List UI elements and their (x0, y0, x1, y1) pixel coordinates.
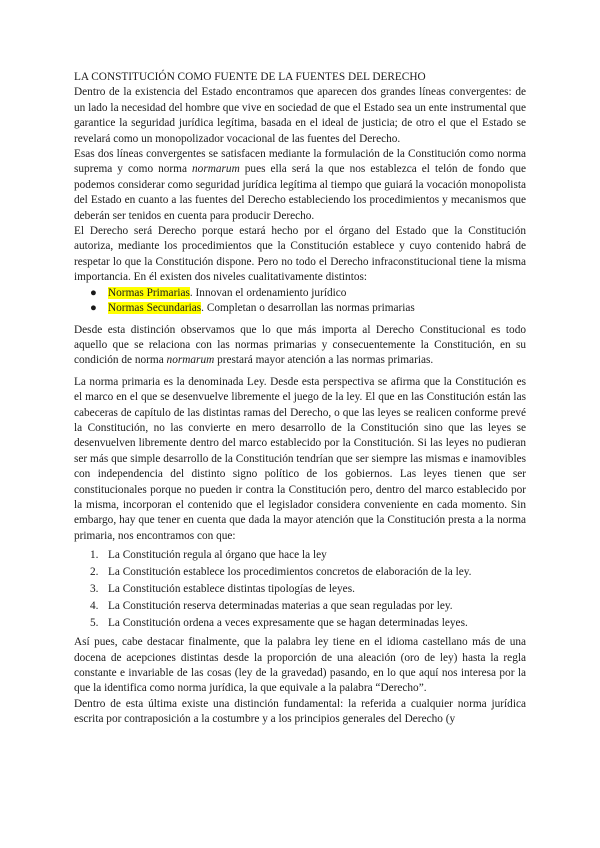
list-item (90, 616, 526, 631)
document-title: LA CONSTITUCIÓN COMO FUENTE DE LA FUENTES DEL DERECHO (74, 71, 426, 83)
bullet-item-secundarias (90, 301, 526, 316)
paragraph-6: Así pues, cabe destacar finalmente, que la palabra ley tiene en el idioma castellano más de una docena de acepciones distintas desde la proporción de una aleación (oro de ley) hasta la regla constante e invariable de las cosas (ley de la gravedad) pasando, en lo que aquí nos interesa por la que la identifica como norma jurídica, la que equivale a la palabra “Derecho”. (74, 636, 526, 695)
list-text: La Constitución ordena a veces expresamente que se hagan determinadas leyes. (108, 616, 468, 629)
list-text: La Constitución establece distintas tipologías de leyes. (108, 583, 355, 595)
bullet-text: . Completan o desarrollan las normas primarias (201, 302, 415, 315)
highlighted-term: Normas Primarias (108, 286, 190, 299)
bullet-text: . Innovan el ordenamiento jurídico (189, 286, 347, 299)
paragraph-4 (74, 323, 526, 369)
paragraph-7: Dentro de esta última existe una distinción fundamental: la referida a cualquier norma jurídica escrita por contraposición a la costumbre y a los principios generales del Derecho (y (74, 697, 526, 726)
numbered-list (74, 548, 526, 631)
paragraph-4-emphasis: normarum (166, 354, 215, 367)
list-text: La Constitución regula al órgano que hace la ley (108, 549, 327, 562)
paragraph-2-emphasis: normarum (192, 163, 240, 176)
bullet-dot-icon: ● (90, 302, 97, 315)
highlighted-term: Normas Secundarias (108, 302, 202, 315)
bullet-item-primarias (90, 286, 526, 301)
list-number: 2. (90, 566, 99, 579)
paragraph-2 (74, 147, 526, 224)
list-item (90, 582, 526, 597)
list-number: 3. (90, 583, 99, 595)
document-page (74, 70, 526, 728)
paragraph-5: La norma primaria es la denominada Ley. Desde esta perspectiva se afirma que la Constitución es el marco en el que se desenvuelve libremente el juego de la ley. El que en las Constitución están las cabeceras de capítulo de las distintas ramas del Derecho, o que las leyes se realicen conforme prevé la Constitución, no las convierte en mero desarrollo de la Constitución sino que las leyes se desenvuelven libremente dentro del marco establecido por la Constitución. Si las leyes no pudieran ser más que simple desarrollo de la Constitución tendrían que ser siempre las mismas e inamovibles con independencia del distinto signo político de los gobiernos. Las leyes tienen que ser constitucionales porque no pueden ir contra la Constitución pero, dentro del marco establecido por la misma, incorporan el contenido que el legislador considera conveniente en cada momento. Sin embargo, hay que tener en cuenta que dada la mayor atención que la Constitución presta a la norma primaria, nos encontramos con que: (74, 375, 526, 542)
paragraph-4-text-b: prestará mayor atención a las normas primarias. (214, 354, 434, 367)
list-text: La Constitución reserva determinadas materias a que sean reguladas por ley. (108, 599, 453, 612)
bullet-list (74, 286, 526, 317)
paragraph-1: Dentro de la existencia del Estado encontramos que aparecen dos grandes líneas convergentes: de un lado la necesidad del hombre que vive en sociedad de que el Estado sea un ente instrumental que garantice la seguridad jurídica legítima, basada en el ideal de justicia; de otro el que el Estado se revelará como un monopolizador vocacional de las fuentes del Derecho. (74, 86, 526, 145)
list-text: La Constitución establece los procedimientos concretos de elaboración de la ley. (108, 566, 472, 579)
list-item (90, 565, 526, 580)
paragraph-2-text-b: pues ella será la que nos establezca el telón de fondo que podemos considerar como seguridad jurídica legítima al tiempo que guiará la vocación monopolista del Estado en cuanto a las fuentes del Derecho estableciendo los procedimientos y mecanismos que deberán ser tenidos en cuenta para producir Derecho. (74, 163, 526, 222)
paragraph-2-text-a: Esas dos líneas convergentes se satisfacen mediante la formulación de la Constitución como norma suprema y como norma (74, 148, 526, 176)
paragraph-4-text-a: Desde esta distinción observamos que lo que más importa al Derecho Constitucional es todo aquello que se relaciona con las normas primarias y consecuentemente la Constitución, en su condición de norma (74, 323, 526, 367)
list-number: 4. (90, 599, 99, 612)
list-item (90, 548, 526, 563)
list-number: 5. (90, 616, 99, 629)
list-number: 1. (90, 549, 99, 562)
bullet-dot-icon: ● (90, 286, 97, 299)
list-item (90, 599, 526, 614)
paragraph-3: El Derecho será Derecho porque estará hecho por el órgano del Estado que la Constitución autoriza, mediante los procedimientos que la Constitución establece y cuyo contenido habrá de respetar lo que la Constitución dispone. Pero no todo el Derecho infraconstitucional tiene la misma importancia. En él existen dos niveles cualitativamente distintos: (74, 225, 526, 284)
